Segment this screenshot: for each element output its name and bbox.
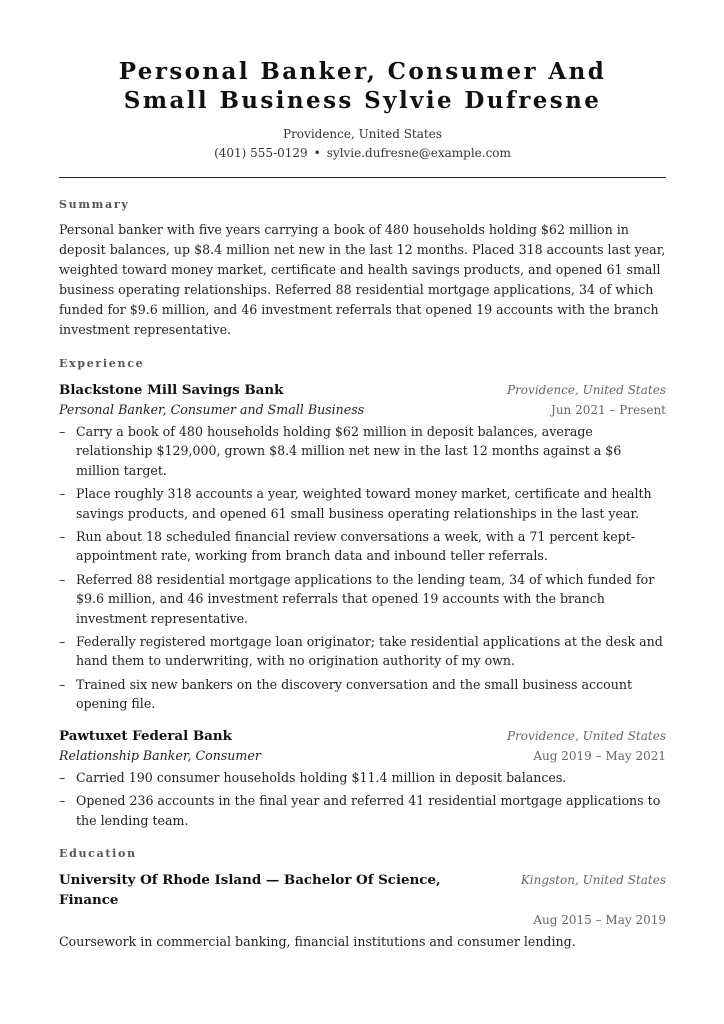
bullet-text: Carried 190 consumer households holding $11.4 million in deposit balances. [76,769,567,785]
bullet-item [59,632,666,671]
bullet-text: Trained six new bankers on the discovery conversation and the small business account opening file. [76,676,633,712]
job-dates: Jun 2021 – Present [551,403,666,417]
bullet-text: Federally registered mortgage loan originator; take residential applications at the desk and hand them to underwriting, with no origination authority of my own. [76,634,663,669]
summary-text: Personal banker with five years carrying a book of 480 households holding $62 million in deposit balances, up $8.4 million net new in the last 12 months. Placed 318 accounts last year, weighted toward money market, certificate and health savings products, and opened 61 small business operating relationships. Referred 88 residential mortgage applications, 34 of which funded for $9.6 million, and 46 investment referrals that opened 19 accounts with the branch investment representative. [59,222,666,337]
job-subheader [59,746,666,766]
job-bullets [59,422,666,714]
bullet-dash: – [59,634,66,650]
bullet-item [59,675,666,714]
bullet-dash: – [59,676,66,692]
name-line-1: Personal Banker, Consumer And [118,58,607,85]
bullet-text: Referred 88 residential mortgage applications to the lending team, 34 of which funded for $9.6 million, and 46 investment referrals that opened 19 accounts with the branch investment representative. [76,571,655,626]
bullet-item [59,422,666,480]
contact-line [59,144,666,163]
education-dates: Aug 2015 – May 2019 [533,912,666,927]
job-entry [59,380,666,714]
education-title: University Of Rhode Island — Bachelor Of Science, Finance [59,871,441,908]
bullet-text: Run about 18 scheduled financial review conversations a week, with a 71 percent kept-appointment rate, working from branch data and inbound teller referrals. [76,529,636,564]
job-entry [59,726,666,830]
bullet-dash: – [59,769,66,785]
bullet-text: Place roughly 318 accounts a year, weighted toward money market, certificate and health savings products, and opened 61 small business operating relationships in the last year. [76,486,652,521]
bullet-dash: – [59,793,66,809]
bullet-text: Carry a book of 480 households holding $62 million in deposit balances, average relationship $129,000, grown $8.4 million net new in the last 12 months against a $6 million target. [76,424,622,478]
contact-phone: (401) 555-0129 [214,146,308,160]
contact-separator: • [313,146,321,160]
name-line-2: Small Business Sylvie Dufresne [123,87,602,114]
bullet-text: Opened 236 accounts in the final year and referred 41 residential mortgage applications to the lending team. [76,793,661,828]
bullet-item [59,484,666,523]
contact-email[interactable]: sylvie.dufresne@example.com [326,146,511,160]
education-header [59,870,666,910]
resume-page [59,0,666,952]
summary-heading: Summary [59,198,130,211]
bullet-item [59,570,666,628]
job-dates: Aug 2019 – May 2021 [533,748,666,763]
header-divider [59,177,666,178]
job-role: Relationship Banker, Consumer [59,747,261,763]
job-header [59,726,666,746]
bullet-dash: – [59,529,66,545]
contact-block [59,125,666,163]
education-location: Kingston, United States [520,872,666,887]
bullet-item [59,768,666,787]
job-bullets [59,768,666,830]
bullet-dash: – [59,486,66,502]
job-org: Pawtuxet Federal Bank [59,727,232,744]
bullet-item [59,527,666,566]
bullet-item [59,791,666,830]
job-location: Providence, United States [507,383,666,397]
education-heading: Education [59,846,137,860]
experience-section [59,357,666,830]
job-org: Blackstone Mill Savings Bank [59,382,284,398]
job-location: Providence, United States [507,728,666,743]
candidate-name [59,57,666,115]
education-details: Coursework in commercial banking, financial institutions and consumer lending. [59,933,576,949]
experience-heading: Experience [59,357,145,370]
job-subheader [59,400,666,420]
bullet-dash: – [59,571,66,587]
job-role: Personal Banker, Consumer and Small Business [59,402,365,417]
summary-section [59,198,666,340]
contact-location: Providence, United States [283,127,442,141]
bullet-dash: – [59,424,66,439]
job-header [59,380,666,400]
education-section [59,847,666,952]
